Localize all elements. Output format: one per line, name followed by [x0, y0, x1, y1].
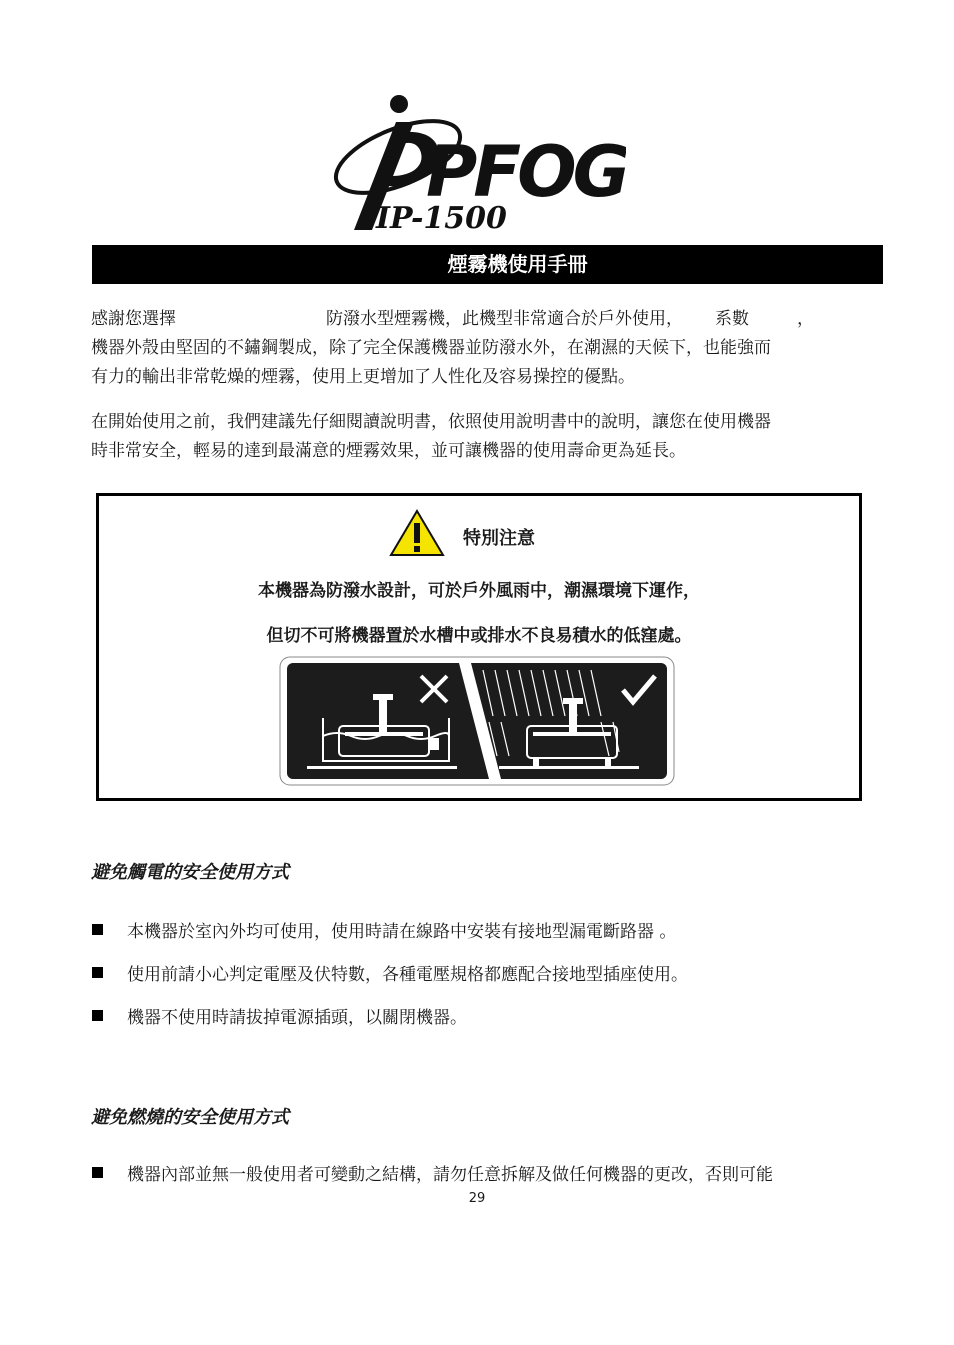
intro-text-3: 有力的輸出非常乾燥的煙霧，使用上更增加了人性化及容易操控的優點。 [91, 367, 635, 387]
usage-text-1: 在開始使用之前，我們建議先仔細閱讀說明書，依照使用說明書中的說明，讓您在使用機器 [91, 412, 771, 432]
special-notice-box [96, 493, 862, 801]
usage-text-2: 時非常安全，輕易的達到最滿意的煙霧效果，並可讓機器的使用壽命更為延長。 [91, 441, 686, 461]
logo-model-text: IP-1500 [376, 201, 507, 236]
notice-title: 特別注意 [463, 528, 535, 549]
list-item-text: 機器內部並無一般使用者可變動之結構，請勿任意拆解及做任何機器的更改，否則可能 [127, 1165, 773, 1185]
intro-text-1b: 防潑水型煙霧機，此機型非常適合於戶外使用， [326, 309, 683, 329]
bullet-square-icon [92, 967, 103, 978]
bullet-square-icon [92, 1167, 103, 1178]
list-item [92, 917, 676, 942]
pfog-logo-mark [326, 92, 626, 236]
placement-diagram [279, 656, 675, 786]
notice-line-2: 但切不可將機器置於水槽中或排水不良易積水的低窪處。 [266, 626, 692, 646]
logo-brand-text: PFOG [426, 131, 626, 213]
bullet-square-icon [92, 1010, 103, 1021]
list-item-text: 機器不使用時請拔掉電源插頭，以關閉機器。 [127, 1008, 467, 1028]
list-item [92, 1160, 773, 1185]
intro-text-1d: ， [797, 309, 814, 329]
warning-icon [389, 508, 445, 558]
notice-line-1: 本機器為防潑水設計，可於戶外風雨中，潮濕環境下運作， [258, 581, 700, 601]
intro-text-2: 機器外殼由堅固的不鏽鋼製成，除了完全保護機器並防潑水外，在潮濕的天候下，也能強而 [91, 338, 771, 358]
intro-text-1c: 系數 [715, 309, 749, 329]
usage-paragraph [91, 408, 871, 466]
section-burn-title: 避免燃燒的安全使用方式 [91, 1107, 289, 1128]
list-item [92, 960, 688, 985]
manual-title: 煙霧機使用手冊 [447, 252, 588, 276]
list-item-text: 使用前請小心判定電壓及伏特數，各種電壓規格都應配合接地型插座使用。 [127, 965, 688, 985]
intro-text-1a: 感謝您選擇 [91, 309, 176, 329]
list-item-text: 本機器於室內外均可使用，使用時請在線路中安裝有接地型漏電斷路器 。 [127, 922, 677, 942]
intro-paragraph [91, 305, 871, 392]
page-number: 29 [468, 1191, 486, 1206]
bullet-square-icon [92, 924, 103, 935]
section-electric-title: 避免觸電的安全使用方式 [91, 862, 289, 883]
brand-logo [326, 92, 626, 236]
title-banner [92, 245, 883, 284]
list-item [92, 1003, 467, 1028]
